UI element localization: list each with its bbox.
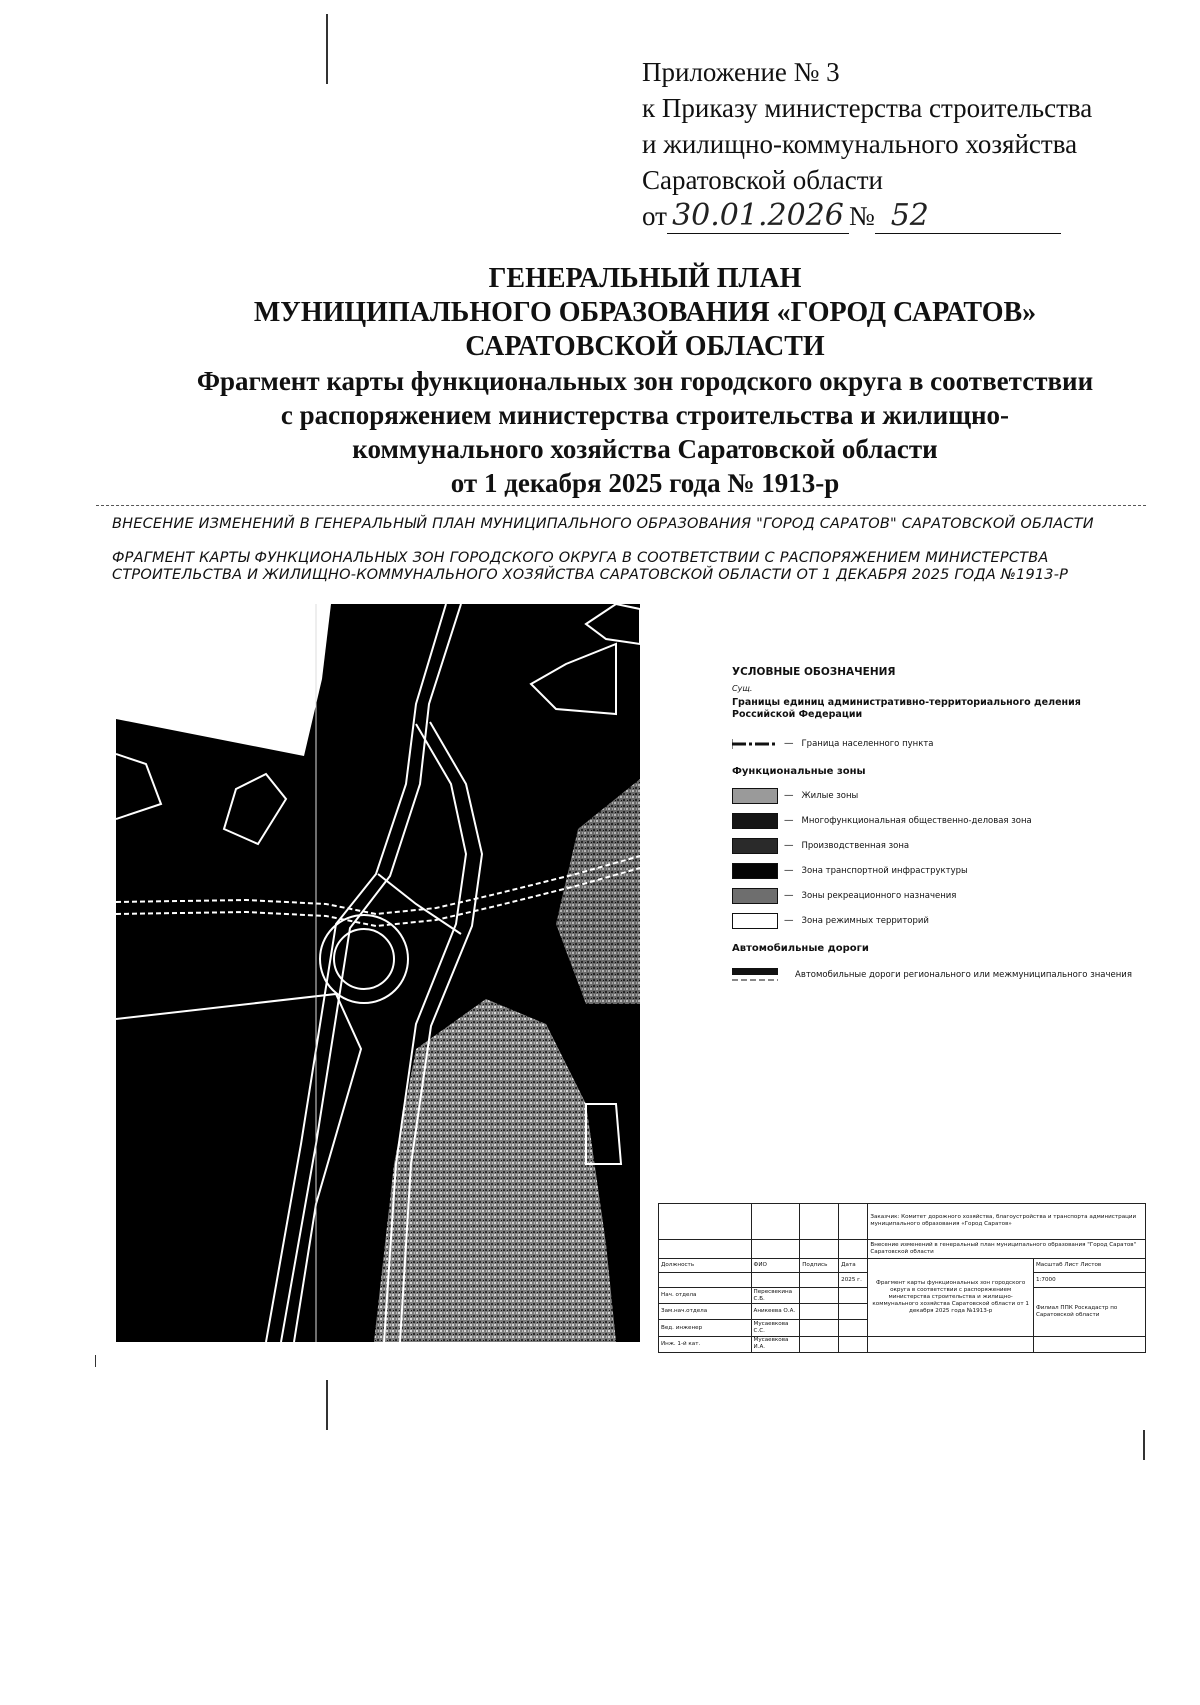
stamp-row-2-name: Аникеева О.А.: [751, 1304, 800, 1320]
stamp-col-sign: Подпись: [800, 1258, 839, 1273]
legend-spacer-icon: [784, 970, 787, 981]
stamp-date-2: [839, 1304, 868, 1320]
handwritten-date: 30.01.2026: [667, 199, 849, 234]
legend-zone-row: [732, 833, 1132, 858]
stamp-sign-2: [800, 1304, 839, 1320]
stamp-row-2-role: Зам.нач.отдела: [659, 1304, 752, 1320]
legend-zone-swatch: [732, 813, 778, 829]
appendix-block: [642, 54, 1162, 234]
stamp-empty-12: [868, 1336, 1034, 1352]
map-fragment: [116, 604, 640, 1342]
legend-zone-swatch: [732, 838, 778, 854]
stamp-col-name: ФИО: [751, 1258, 800, 1273]
legend-zone-row: [732, 883, 1132, 908]
scan-mark: [326, 1380, 328, 1430]
title-line-1: ГЕНЕРАЛЬНЫЙ ПЛАН: [488, 263, 802, 294]
stamp-empty-3: [800, 1204, 839, 1240]
legend-zone-label: Производственная зона: [801, 840, 910, 851]
legend-dash-icon: —: [784, 790, 794, 801]
order-date-number: [642, 198, 1162, 234]
map-drawing: [116, 604, 640, 1342]
stamp-col-role: Должность: [659, 1258, 752, 1273]
title-line-5: с распоряжением министерства строительства и жилищно-: [280, 400, 1010, 430]
legend-zone-row: [732, 858, 1132, 883]
scan-mark: [95, 1355, 96, 1367]
legend-admin-bounds: Границы единиц административно-территориального деления Российской Федерации: [732, 697, 1081, 720]
legend-zone-row: [732, 808, 1132, 833]
stamp-sign-3: [800, 1320, 839, 1336]
legend-zone-list: [732, 783, 1132, 933]
stamp-sign-1: [800, 1287, 839, 1303]
stamp-empty-8: [839, 1239, 868, 1258]
legend-row-road: [732, 960, 1132, 990]
stamp-org: Филиал ППК Роскадастр по Саратовской области: [1033, 1287, 1145, 1336]
legend-dash-icon: —: [784, 815, 794, 826]
appendix-line-1: Приложение № 3: [642, 57, 840, 87]
stamp-empty-6: [751, 1239, 800, 1258]
stamp-row-3-role: Вед. инженер: [659, 1320, 752, 1336]
stamp-labels: [1033, 1258, 1145, 1273]
stamp-row-1-name: Пересвекина С.Б.: [751, 1287, 800, 1303]
title-line-7: от 1 декабря 2025 года № 1913-р: [450, 468, 840, 498]
legend-zone-label: Жилые зоны: [801, 790, 859, 801]
map-sheet: [96, 505, 1146, 1358]
legend-zone-swatch: [732, 863, 778, 879]
document-title: [120, 262, 1170, 500]
legend-dash-icon: —: [784, 738, 794, 749]
legend-label-settlement: Граница населенного пункта: [801, 738, 934, 749]
sheet-header-2: ФРАГМЕНТ КАРТЫ ФУНКЦИОНАЛЬНЫХ ЗОН ГОРОДСКОГО ОКРУГА В СООТВЕТСТВИИ С РАСПОРЯЖЕНИЕМ МИНИСТЕРСТВА СТРОИТЕЛЬСТВА И ЖИЛИЩНО-КОММУНАЛЬНОГО ХОЗЯЙСТВА САРАТОВСКОЙ ОБЛАСТИ ОТ 1 ДЕКАБРЯ 2025 ГОДА №1913-Р: [112, 550, 1069, 583]
stamp-row-1-role: Нач. отдела: [659, 1287, 752, 1303]
stamp-row-3-name: Мусаевкова С.С.: [751, 1320, 800, 1336]
stamp-date-value: 2025 г.: [839, 1273, 868, 1288]
legend-dash-icon: —: [784, 840, 794, 851]
scan-mark: [1143, 1430, 1145, 1460]
legend-zone-row: [732, 783, 1132, 808]
stamp-empty-7: [800, 1239, 839, 1258]
appendix-line-3: и жилищно-коммунального хозяйства: [642, 129, 1078, 159]
legend-dash-icon: —: [784, 865, 794, 876]
scan-mark: [326, 14, 328, 84]
legend-sub: Сущ.: [732, 684, 753, 693]
legend-zones-title: Функциональные зоны: [732, 766, 866, 777]
legend-dash-icon: —: [784, 915, 794, 926]
stamp-empty-10: [751, 1273, 800, 1288]
stamp-empty-5: [659, 1239, 752, 1258]
stamp-empty-11: [800, 1273, 839, 1288]
handwritten-number: 52: [875, 199, 1061, 234]
stamp-date-1: [839, 1287, 868, 1303]
appendix-line-2: к Приказу министерства строительства: [642, 93, 1093, 123]
sheet-header-1: ВНЕСЕНИЕ ИЗМЕНЕНИЙ В ГЕНЕРАЛЬНЫЙ ПЛАН МУНИЦИПАЛЬНОГО ОБРАЗОВАНИЯ "ГОРОД САРАТОВ" САРАТОВСКОЙ ОБЛАСТИ: [112, 516, 1094, 532]
stamp-empty-2: [751, 1204, 800, 1240]
stamp-empty-13: [1033, 1336, 1145, 1352]
settlement-boundary-symbol: [732, 736, 778, 752]
stamp-sheet-label: Лист: [1064, 1262, 1079, 1269]
title-block-stamp: [658, 1203, 1146, 1353]
stamp-row-4-role: Инж. 1-й кат.: [659, 1336, 752, 1352]
legend-zone-swatch: [732, 788, 778, 804]
stamp-col-date: Дата: [839, 1258, 868, 1273]
stamp-scale-label: Масштаб: [1035, 1262, 1063, 1269]
legend-label-road: Автомобильные дороги регионального или межмуниципального значения: [795, 970, 1132, 980]
stamp-scale-value: 1:7000: [1033, 1273, 1145, 1288]
legend-zone-swatch: [732, 888, 778, 904]
legend-title: УСЛОВНЫЕ ОБОЗНАЧЕНИЯ: [732, 666, 896, 678]
stamp-project: Внесение изменений в генеральный план муниципального образования "Город Саратов" Саратовской области: [868, 1239, 1146, 1258]
title-line-3: САРАТОВСКОЙ ОБЛАСТИ: [465, 331, 825, 362]
title-line-4: Фрагмент карты функциональных зон городского округа в соответствии: [196, 366, 1094, 396]
stamp-date-4: [839, 1336, 868, 1352]
legend-dash-icon: —: [784, 890, 794, 901]
stamp-row-4-name: Мусаевкова И.А.: [751, 1336, 800, 1352]
stamp-empty-4: [839, 1204, 868, 1240]
title-line-2: МУНИЦИПАЛЬНОГО ОБРАЗОВАНИЯ «ГОРОД САРАТОВ»: [253, 297, 1037, 328]
stamp-empty-9: [659, 1273, 752, 1288]
legend-row-settlement: [732, 731, 1132, 756]
stamp-sheet-desc: Фрагмент карты функциональных зон городского округа в соответствии с распоряжением министерства строительства и жилищно-коммунального хозяйства Саратовской области от 1 декабря 2025 года №1913-р: [868, 1258, 1034, 1336]
appendix-line-4: Саратовской области: [642, 165, 883, 195]
stamp-sheets-label: Листов: [1080, 1262, 1102, 1269]
legend-zone-label: Зоны рекреационного назначения: [801, 890, 957, 901]
stamp-empty-1: [659, 1204, 752, 1240]
stamp-customer: Заказчик: Комитет дорожного хозяйства, благоустройства и транспорта администрации муниципального образования «Город Саратов»: [868, 1204, 1146, 1240]
from-label: от: [642, 201, 667, 231]
legend-zone-label: Многофункциональная общественно-деловая зона: [801, 815, 1032, 826]
regional-road-symbol: [732, 964, 778, 986]
legend-zone-row: [732, 908, 1132, 933]
legend-roads-title: Автомобильные дороги: [732, 943, 869, 954]
map-legend: [732, 666, 1132, 990]
stamp-sign-4: [800, 1336, 839, 1352]
stamp-date-3: [839, 1320, 868, 1336]
legend-zone-swatch: [732, 913, 778, 929]
legend-zone-label: Зона режимных территорий: [801, 915, 929, 926]
legend-zone-label: Зона транспортной инфраструктуры: [801, 865, 968, 876]
number-label: №: [848, 201, 875, 231]
title-line-6: коммунального хозяйства Саратовской области: [352, 434, 938, 464]
